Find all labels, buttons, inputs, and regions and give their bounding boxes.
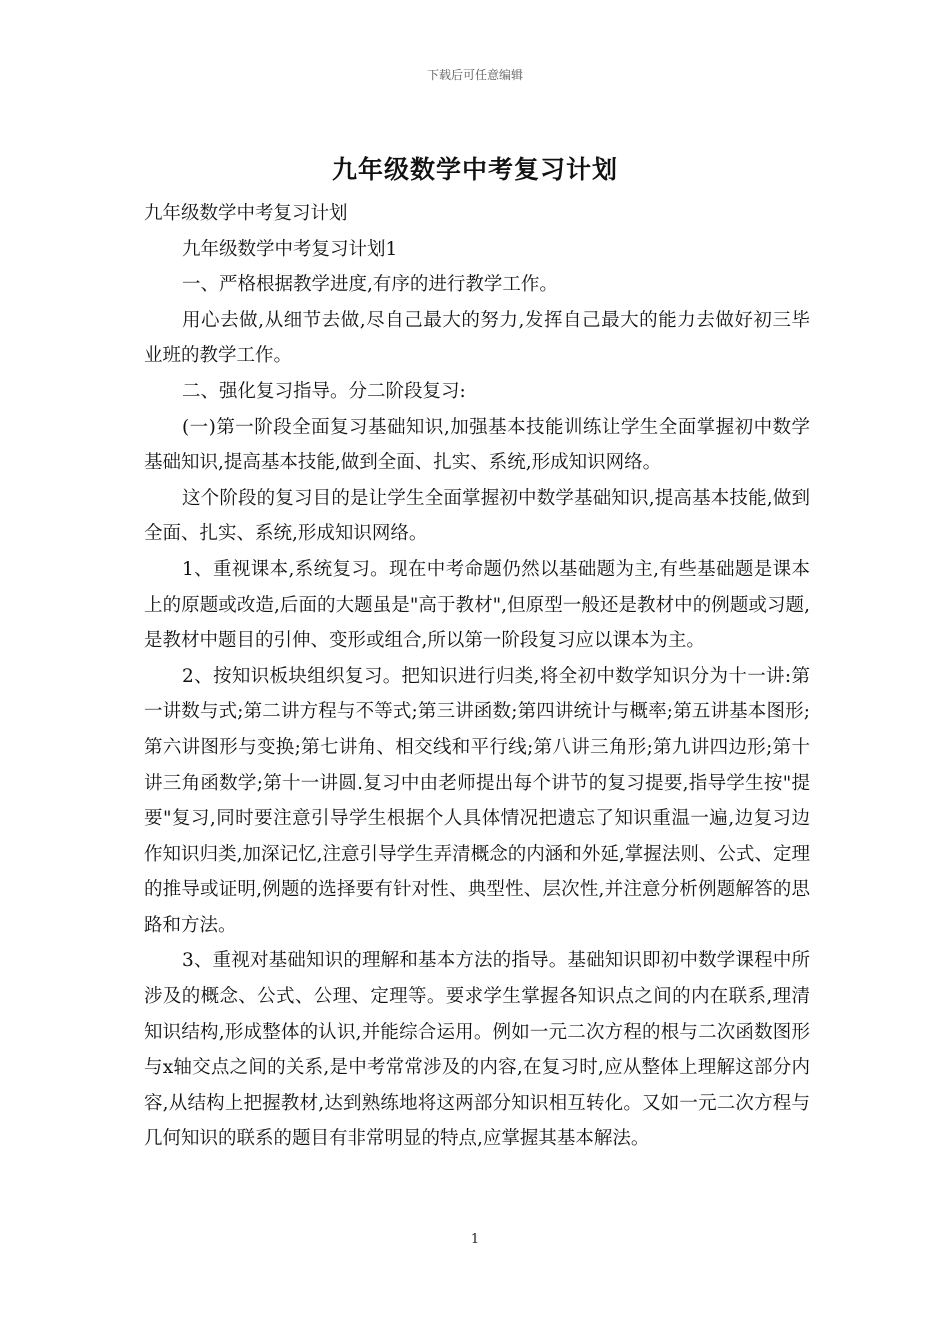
paragraph-stage-1: (一)第一阶段全面复习基础知识,加强基本技能训练让学生全面掌握初中数学基础知识,提高基本技能,做到全面、扎实、系统,形成知识网络。 <box>144 416 810 474</box>
paragraph-subtitle: 九年级数学中考复习计划 <box>144 203 348 224</box>
document-title: 九年级数学中考复习计划 <box>331 155 618 184</box>
paragraph-section-1: 一、严格根据教学进度,有序的进行教学工作。 <box>182 274 558 296</box>
paragraph-item-3: 3、重视对基础知识的理解和基本方法的指导。基础知识即初中数学课程中所涉及的概念、公式、公理、定理等。要求学生掌握各知识点之间的内在联系,理清知识结构,形成整体的认识,并能综合运用。例如一元二次方程的根与二次函数图形与x轴交点之间的关系,是中考常常涉及的内容,在复习时,应从整体上理解这部分内容,从结构上把握教材,达到熟练地将这两部分知识相互转化。又如一元二次方程与几何知识的联系的题目有非常明显的特点,应掌握其基本解法。 <box>144 950 810 1150</box>
paragraph-item-2: 2、按知识板块组织复习。把知识进行归类,将全初中数学知识分为十一讲:第一讲数与式;第二讲方程与不等式;第三讲函数;第四讲统计与概率;第五讲基本图形;第六讲图形与变换;第七讲角、相交线和平行线;第八讲三角形;第九讲四边形;第十讲三角函数学;第十一讲圆.复习中由老师提出每个讲节的复习提要,指导学生按"提要"复习,同时要注意引导学生根据个人具体情况把遗忘了知识重温一遍,边复习边作知识归类,加深记忆,注意引导学生弄清概念的内涵和外延,掌握法则、公式、定理的推导或证明,例题的选择要有针对性、典型性、层次性,并注意分析例题解答的思路和方法。 <box>144 665 810 936</box>
paragraph-stage-goal: 这个阶段的复习目的是让学生全面掌握初中数学基础知识,提高基本技能,做到全面、扎实、系统,形成知识网络。 <box>144 487 810 545</box>
page-number: 1 <box>470 1232 480 1247</box>
paragraph-item-1: 1、重视课本,系统复习。现在中考命题仍然以基础题为主,有些基础题是课本上的原题或改造,后面的大题虽是"高于教材",但原型一般还是教材中的例题或习题,是教材中题目的引伸、变形或组合,所以第一阶段复习应以课本为主。 <box>144 558 810 652</box>
paragraph-section-2: 二、强化复习指导。分二阶段复习: <box>182 380 466 402</box>
paragraph-plan-heading: 九年级数学中考复习计划1 <box>182 238 398 260</box>
document-body <box>144 196 810 1157</box>
header-note: 下载后可任意编辑 <box>426 68 523 82</box>
paragraph-effort: 用心去做,从细节去做,尽自己最大的努力,发挥自己最大的能力去做好初三毕业班的教学工作。 <box>144 309 810 367</box>
